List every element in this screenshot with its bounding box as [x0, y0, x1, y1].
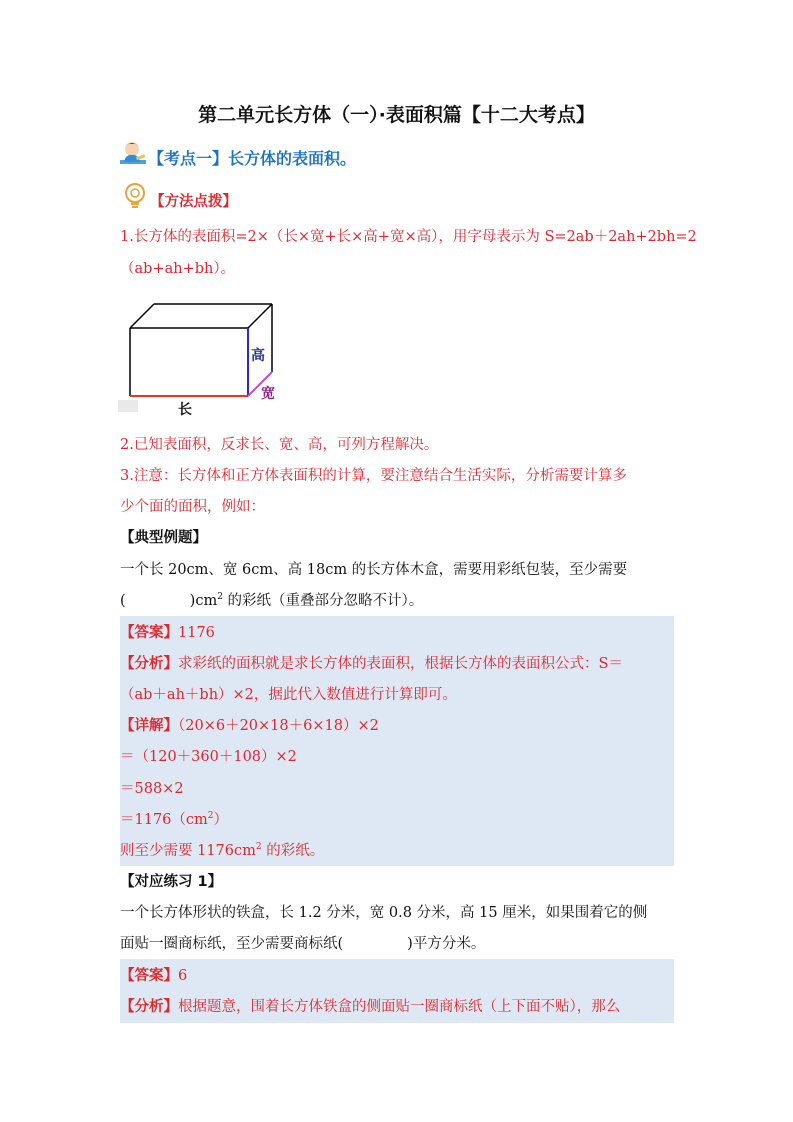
practice-question-line-2	[120, 934, 680, 954]
detail-line-4-sup: 2	[207, 811, 214, 822]
example-question-line-2	[120, 591, 680, 611]
method-point-3-line-1: 3.注意：长方体和正方体表面积的计算，要注意结合生活实际，分析需要计算多	[120, 468, 627, 484]
example-detail-line-3: ＝588×2	[120, 781, 184, 797]
detail-line-4-text: ＝1176（cm	[120, 812, 208, 828]
label-width: 宽	[261, 386, 275, 402]
answer-tag: 【答案】	[120, 625, 178, 641]
conclusion-rest: 的彩纸。	[261, 843, 325, 859]
example-answer	[120, 623, 680, 643]
practice-analysis-line-1	[120, 997, 680, 1017]
practice-question-text: 面贴一圈商标纸，至少需要商标纸(	[120, 936, 344, 952]
conclusion-text: 则至少需要 1176cm	[120, 843, 256, 859]
detail-line-4-close: ）	[213, 812, 229, 828]
example-detail-line-2: ＝（120＋360＋108）×2	[120, 749, 297, 765]
kaodian-title	[148, 146, 356, 169]
method-point-3-line-2: 少个面的面积，例如：	[120, 499, 265, 515]
example-header: 【典型例题】	[120, 530, 207, 546]
practice-answer-tag: 【答案】	[120, 968, 178, 984]
practice-answer-value: 6	[178, 968, 188, 984]
cuboid-figure	[118, 296, 288, 418]
practice-answer	[120, 966, 680, 986]
example-analysis-line-2: （ab＋ah＋bh）×2，据此代入数值进行计算即可。	[120, 687, 457, 703]
method-label: 【方法点拨】	[150, 194, 237, 210]
answer-blank-close: )cm	[189, 593, 218, 609]
practice-analysis-text: 根据题意，围着长方体铁盒的侧面贴一圈商标纸（上下面不贴），那么	[178, 999, 621, 1015]
example-question-rest: 的彩纸（重叠部分忽略不计）。	[222, 593, 424, 609]
example-conclusion	[120, 841, 680, 861]
label-height: 高	[251, 348, 265, 364]
analysis-tag: 【分析】	[120, 656, 178, 672]
answer-value: 1176	[178, 625, 215, 641]
method-point-1-line-2: （ab+ah+bh）。	[120, 261, 236, 277]
conclusion-sup: 2	[255, 842, 262, 853]
lightbulb-icon	[122, 182, 148, 212]
practice-header: 【对应练习 1】	[120, 874, 223, 890]
example-detail-line-4	[120, 810, 680, 830]
practice-analysis-tag: 【分析】	[120, 999, 178, 1015]
unit-superscript: 2	[217, 592, 223, 603]
example-question-line-1: 一个长 20cm、宽 6cm、高 18cm 的长方体木盒，需要用彩纸包装，至少需要	[120, 562, 628, 578]
label-length: 长	[178, 402, 192, 418]
method-point-2: 2.已知表面积，反求长、宽、高，可列方程解决。	[120, 437, 439, 453]
detail-tag: 【详解】	[120, 718, 178, 734]
kaodian-bracket: 【考点一】	[148, 149, 229, 168]
detail-text: （20×6＋20×18＋6×18）×2	[178, 718, 379, 734]
analysis-text: 求彩纸的面积就是求长方体的表面积，根据长方体的表面积公式：S＝	[178, 656, 623, 672]
practice-question-rest: )平方分米。	[407, 936, 486, 952]
student-icon	[118, 138, 148, 170]
kaodian-text: 长方体的表面积。	[228, 149, 357, 168]
example-analysis-line-1	[120, 654, 680, 674]
example-detail-line-1	[120, 716, 680, 736]
method-point-1-line-1: 1.长方体的表面积=2×（长×宽+长×高+宽×高），用字母表示为 S=2ab＋2ah+2bh=2	[120, 229, 697, 245]
practice-question-line-1: 一个长方体形状的铁盒，长 1.2 分米，宽 0.8 分米，高 15 厘米，如果围着它的侧	[120, 905, 648, 921]
answer-blank-open: (	[120, 593, 126, 609]
page-title: 第二单元长方体（一）·表面积篇【十二大考点】	[198, 104, 595, 126]
